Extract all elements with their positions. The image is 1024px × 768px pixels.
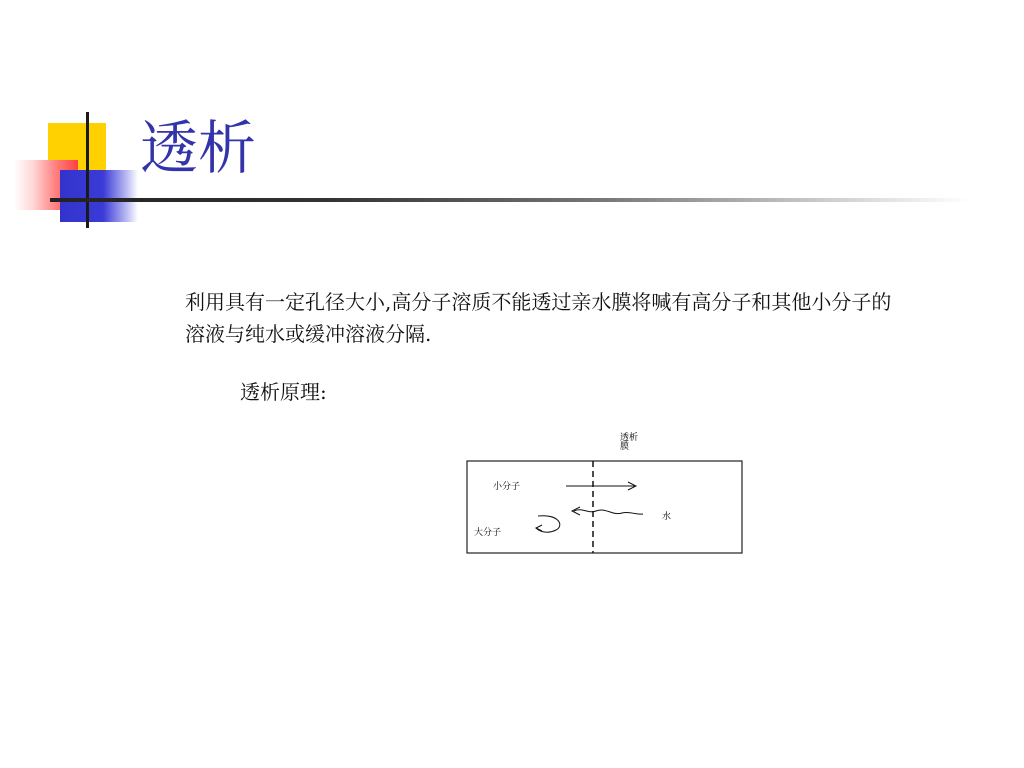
title-underline-rule [50, 198, 970, 202]
water-flow-arrow [574, 510, 643, 514]
water-label: 水 [662, 512, 672, 522]
dialysis-diagram [460, 428, 760, 560]
membrane-label-line1: 透析 [620, 433, 639, 443]
container-box [467, 461, 742, 553]
vertical-rule-decoration [86, 112, 89, 228]
slide-title: 透析 [140, 114, 257, 182]
principle-label: 透析原理: [240, 380, 327, 404]
blue-gradient-square-decoration [60, 170, 138, 222]
slide-paragraph: 利用具有一定孔径大小,高分子溶质不能透过亲水膜将喊有高分子和其他小分子的溶液与纯水或缓冲溶液分隔. [185, 290, 892, 346]
small-molecule-label: 小分子 [493, 482, 521, 492]
large-molecule-label: 大分子 [474, 528, 502, 538]
membrane-label-line2: 膜 [620, 442, 630, 452]
water-flow-arrowhead [572, 507, 580, 515]
